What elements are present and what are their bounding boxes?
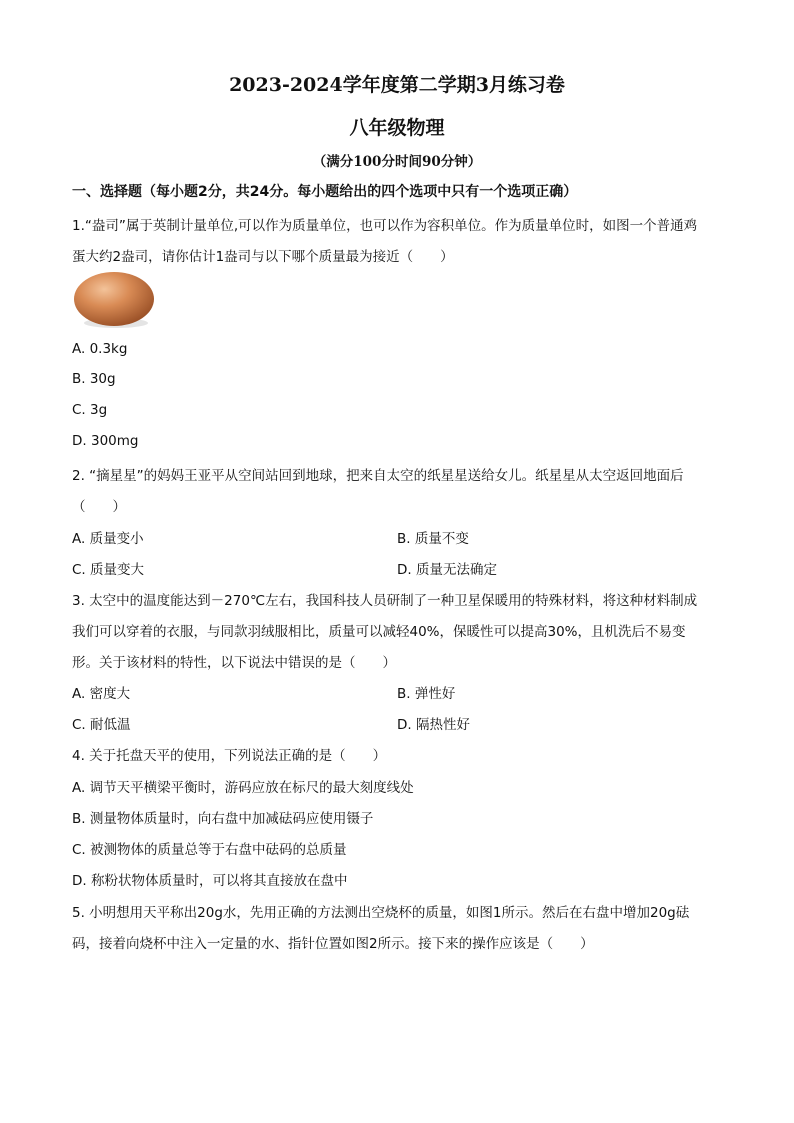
question-2-line-1: 2. “摘星星”的妈妈王亚平从空间站回到地球，把来自太空的纸星星送给女儿。纸星星从太空返回地面后 [72, 468, 684, 484]
section-heading: 一、选择题（每小题2分，共24分。每小题给出的四个选项中只有一个选项正确） [72, 184, 578, 200]
question-4-option-b: B. 测量物体质量时，向右盘中加减砝码应使用镊子 [72, 811, 374, 827]
question-3-line-2: 我们可以穿着的衣服，与同款羽绒服相比，质量可以减轻40%，保暖性可以提高30%，且机洗后不易变 [72, 624, 686, 640]
question-2-option-b: B. 质量不变 [397, 531, 469, 547]
question-1-line-1: 1.“盎司”属于英制计量单位,可以作为质量单位，也可以作为容积单位。作为质量单位时，如图一个普通鸡 [72, 218, 698, 234]
question-1-option-a: A. 0.3kg [72, 341, 128, 357]
question-4-line-1: 4. 关于托盘天平的使用，下列说法正确的是（ ） [72, 748, 387, 764]
question-3-option-d: D. 隔热性好 [397, 717, 470, 733]
question-2-line-2: （ ） [72, 499, 126, 515]
egg-image [72, 268, 158, 330]
question-5-line-2: 码，接着向烧杯中注入一定量的水、指针位置如图2所示。接下来的操作应该是（ ） [72, 936, 594, 952]
question-1-line-2: 蛋大约2盎司，请你估计1盎司与以下哪个质量最为接近（ ） [72, 249, 454, 265]
question-3-line-1: 3. 太空中的温度能达到－270℃左右，我国科技人员研制了一种卫星保暖用的特殊材料，将这种材料制成 [72, 593, 698, 609]
question-3-option-b: B. 弹性好 [397, 686, 456, 702]
question-1-option-d: D. 300mg [72, 433, 139, 449]
question-5-line-1: 5. 小明想用天平称出20g水，先用正确的方法测出空烧杯的质量，如图1所示。然后在右盘中增加20g砝 [72, 905, 690, 921]
question-4-option-a: A. 调节天平横梁平衡时，游码应放在标尺的最大刻度线处 [72, 780, 414, 796]
exam-title: 2023-2024学年度第二学期3月练习卷 [229, 74, 565, 96]
question-3-option-a: A. 密度大 [72, 686, 131, 702]
question-3-line-3: 形。关于该材料的特性，以下说法中错误的是（ ） [72, 655, 396, 671]
question-1-option-b: B. 30g [72, 371, 116, 387]
question-4-option-d: D. 称粉状物体质量时，可以将其直接放在盘中 [72, 873, 348, 889]
question-4-option-c: C. 被测物体的质量总等于右盘中砝码的总质量 [72, 842, 347, 858]
exam-info: （满分100分时间90分钟） [312, 154, 482, 170]
question-1-option-c: C. 3g [72, 402, 108, 418]
egg-icon [72, 268, 158, 330]
question-2-option-d: D. 质量无法确定 [397, 562, 497, 578]
subject-title: 八年级物理 [349, 117, 445, 139]
question-3-option-c: C. 耐低温 [72, 717, 131, 733]
question-2-option-c: C. 质量变大 [72, 562, 145, 578]
question-2-option-a: A. 质量变小 [72, 531, 144, 547]
